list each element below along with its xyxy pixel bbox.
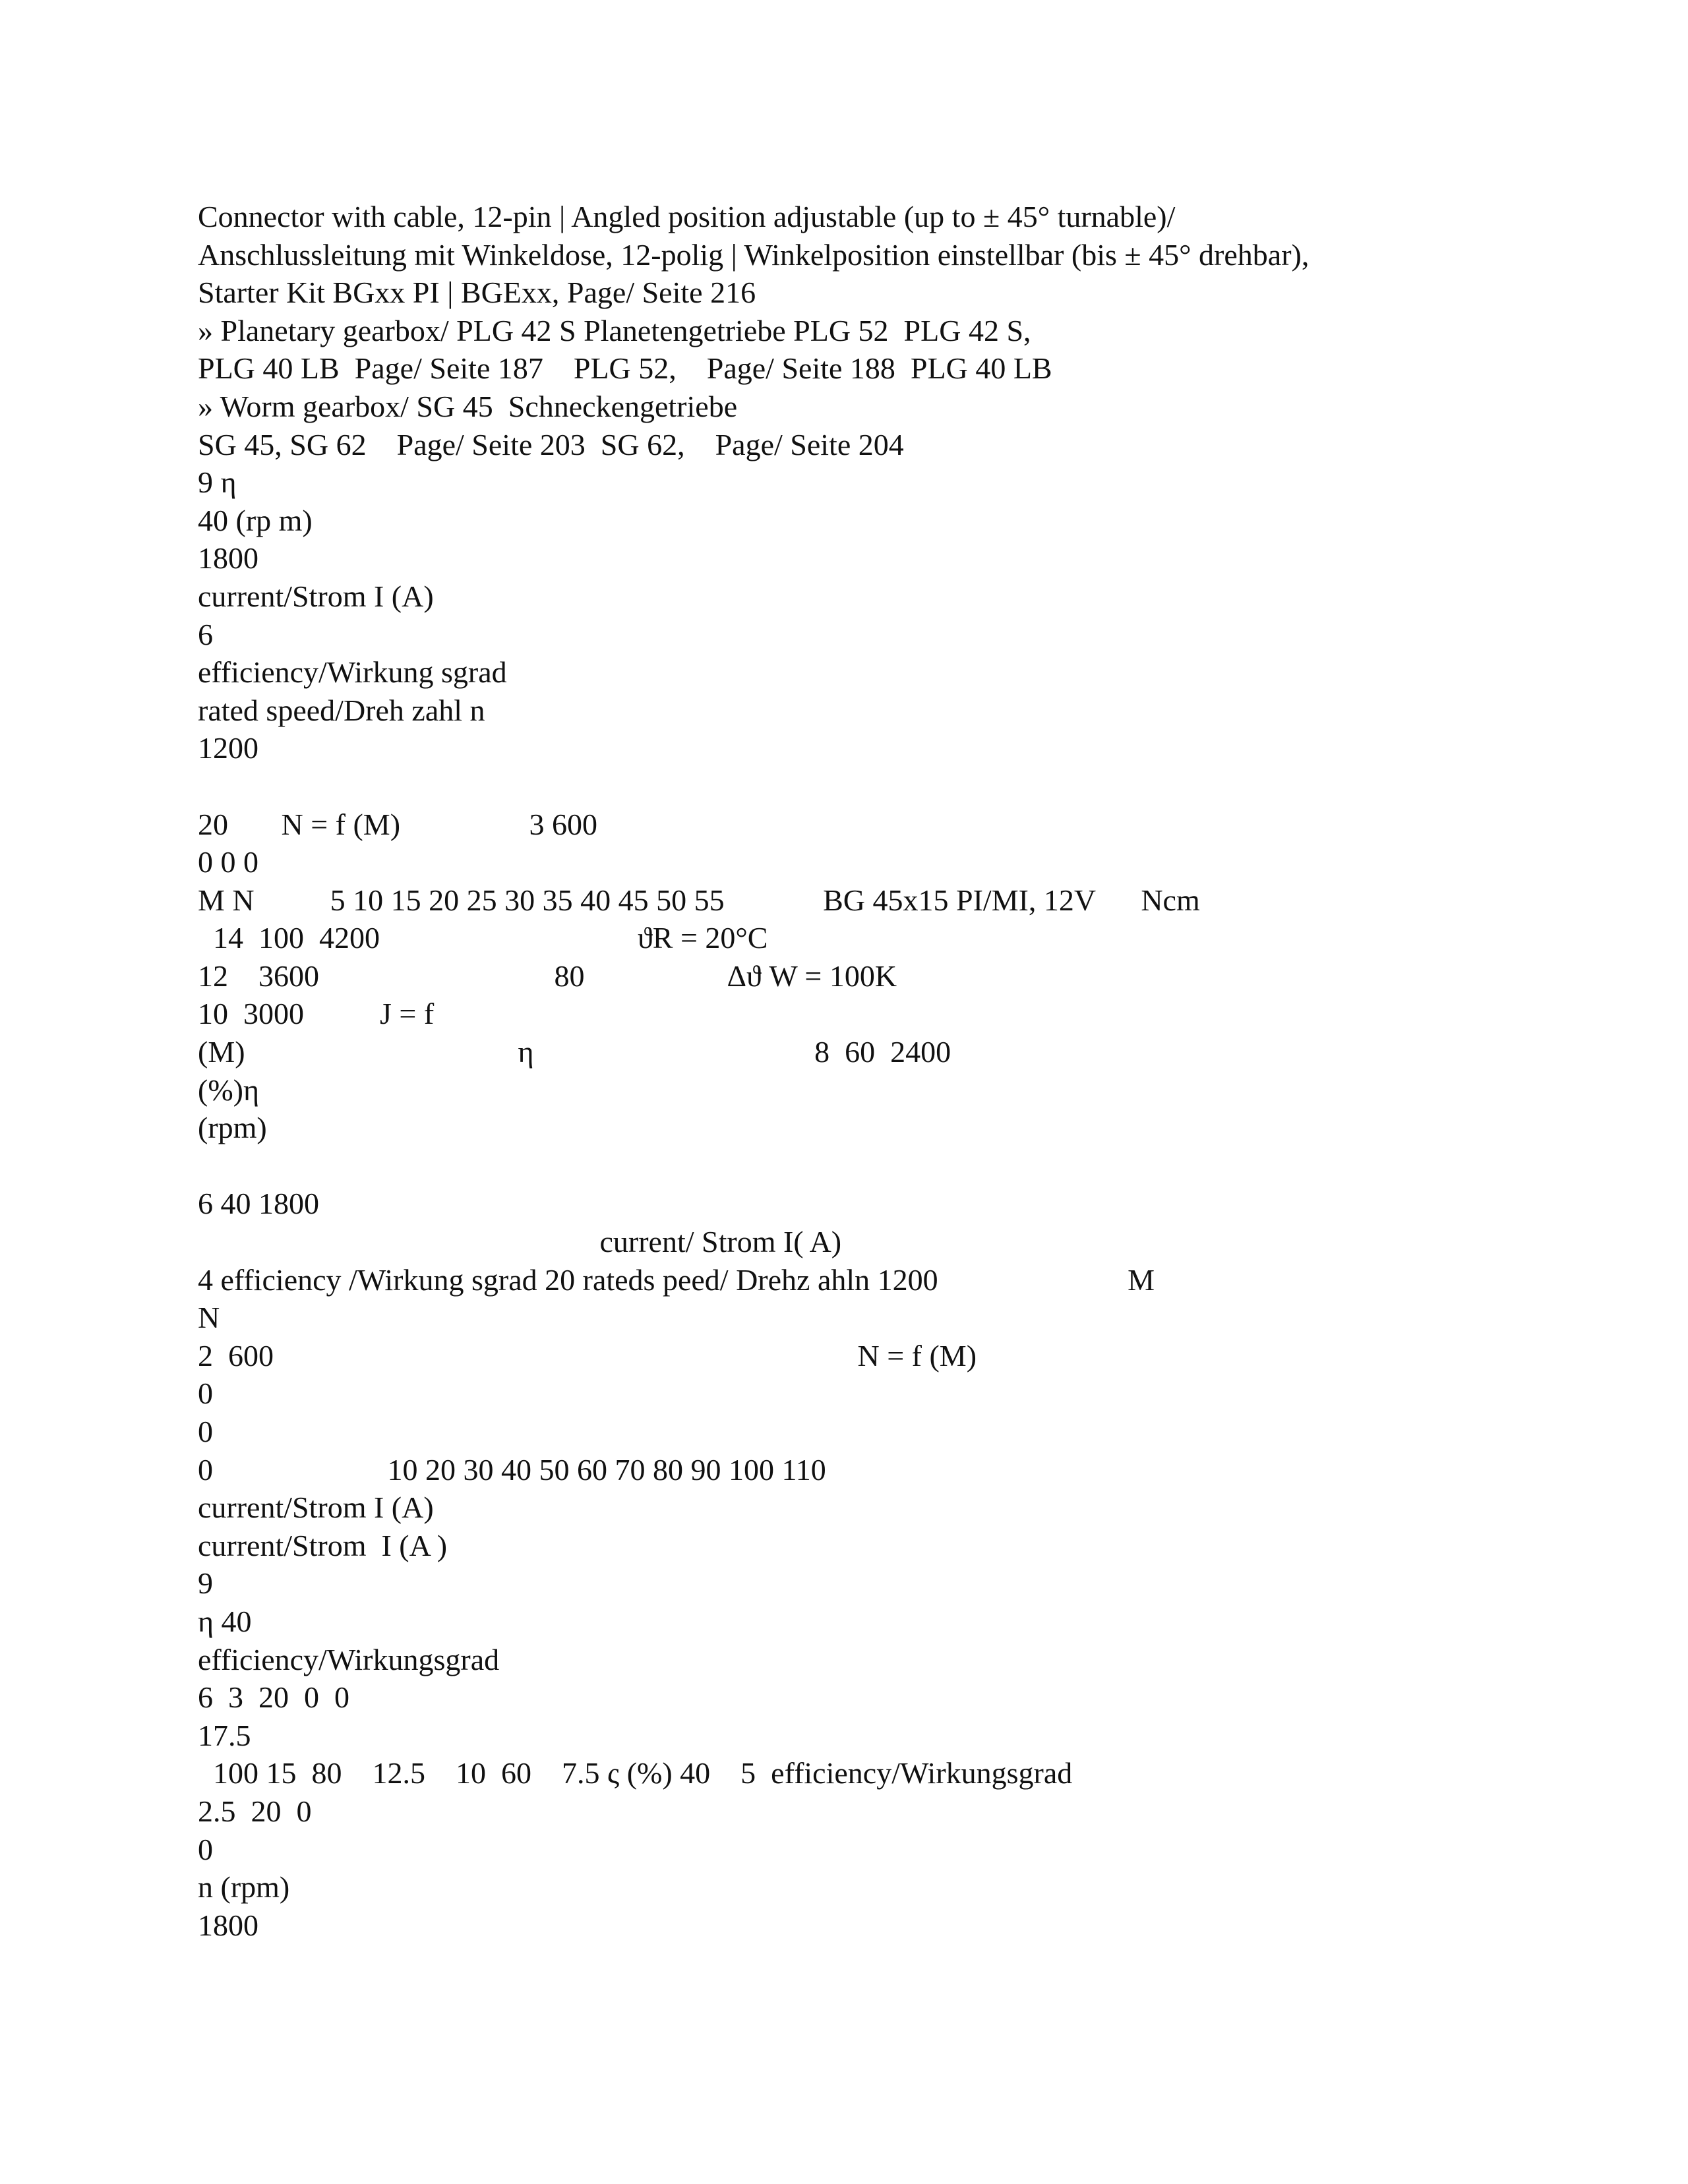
blank-line — [198, 767, 1517, 806]
text-line: 20 N = f (M) 3 600 — [198, 807, 598, 841]
text-line: 0 — [198, 1415, 213, 1448]
text-line: » Worm gearbox/ SG 45 Schneckengetriebe — [198, 389, 738, 423]
text-line: 9 — [198, 1566, 213, 1601]
text-line: efficiency/Wirkung sgrad — [198, 655, 507, 690]
text-line: » Planetary gearbox/ PLG 42 S Planetengetriebe PLG 52 PLG 42 S, — [198, 313, 1031, 347]
text-line: current/Strom I (A ) — [198, 1528, 448, 1562]
document-text — [198, 198, 1517, 1944]
text-line: Anschlussleitung mit Winkeldose, 12-polig | Winkelposition einstellbar (bis ± 45° drehbar), — [198, 237, 1310, 272]
text-line: PLG 40 LB Page/ Seite 187 PLG 52, Page/ Seite 188 PLG 40 LB — [198, 351, 1052, 386]
text-line: 17.5 — [198, 1718, 251, 1752]
text-line: 9 η — [198, 465, 237, 500]
text-line: (%)η — [198, 1073, 260, 1107]
text-line: (M) η 8 60 2400 — [198, 1035, 951, 1069]
text-line: 0 10 20 30 40 50 60 70 80 90 100 110 — [198, 1452, 826, 1487]
text-line: current/ Strom I( A) — [198, 1225, 842, 1259]
text-line: current/Strom I (A) — [198, 1490, 434, 1525]
text-line: 2 600 N = f (M) — [198, 1338, 977, 1372]
text-line: SG 45, SG 62 Page/ Seite 203 SG 62, Page/ Seite 204 — [198, 427, 904, 461]
text-line: 1800 — [198, 541, 258, 576]
text-line: 2.5 20 0 — [198, 1794, 312, 1828]
text-line: M N 5 10 15 20 25 30 35 40 45 50 55 BG 45x15 PI/MI, 12V Ncm — [198, 883, 1200, 917]
text-line: 1200 — [198, 731, 258, 765]
text-line: 10 3000 J = f — [198, 997, 435, 1031]
blank-line — [198, 1147, 1517, 1185]
text-line: 0 — [198, 1376, 213, 1411]
text-line: efficiency/Wirkungsgrad — [198, 1642, 500, 1676]
text-line: n (rpm) — [198, 1870, 290, 1904]
text-line: 100 15 80 12.5 10 60 7.5 ς (%) 40 5 efficiency/Wirkungsgrad — [198, 1756, 1073, 1790]
text-line: 4 efficiency /Wirkung sgrad 20 rateds peed/ Drehz ahln 1200 M — [198, 1262, 1155, 1297]
text-line: 6 — [198, 617, 213, 651]
text-line: 1800 — [198, 1908, 258, 1942]
text-line: Starter Kit BGxx PI | BGExx, Page/ Seite 216 — [198, 276, 756, 310]
text-line: 0 0 0 — [198, 845, 258, 879]
text-line: 6 3 20 0 0 — [198, 1680, 349, 1715]
text-line: 12 3600 80 Δϑ W = 100K — [198, 959, 897, 993]
text-line: rated speed/Dreh zahl n — [198, 693, 485, 727]
text-line: Connector with cable, 12-pin | Angled position adjustable (up to ± 45° turnable)/ — [198, 200, 1176, 233]
text-line: η 40 — [198, 1604, 252, 1638]
text-line: 40 (rp m) — [198, 503, 313, 537]
text-line: 0 — [198, 1832, 213, 1866]
text-line: (rpm) — [198, 1111, 267, 1145]
text-line: current/Strom I (A) — [198, 579, 434, 613]
text-line: 14 100 4200 ϑR = 20°C — [198, 921, 768, 955]
text-line: 6 40 1800 — [198, 1187, 319, 1221]
text-line: N — [198, 1301, 220, 1335]
